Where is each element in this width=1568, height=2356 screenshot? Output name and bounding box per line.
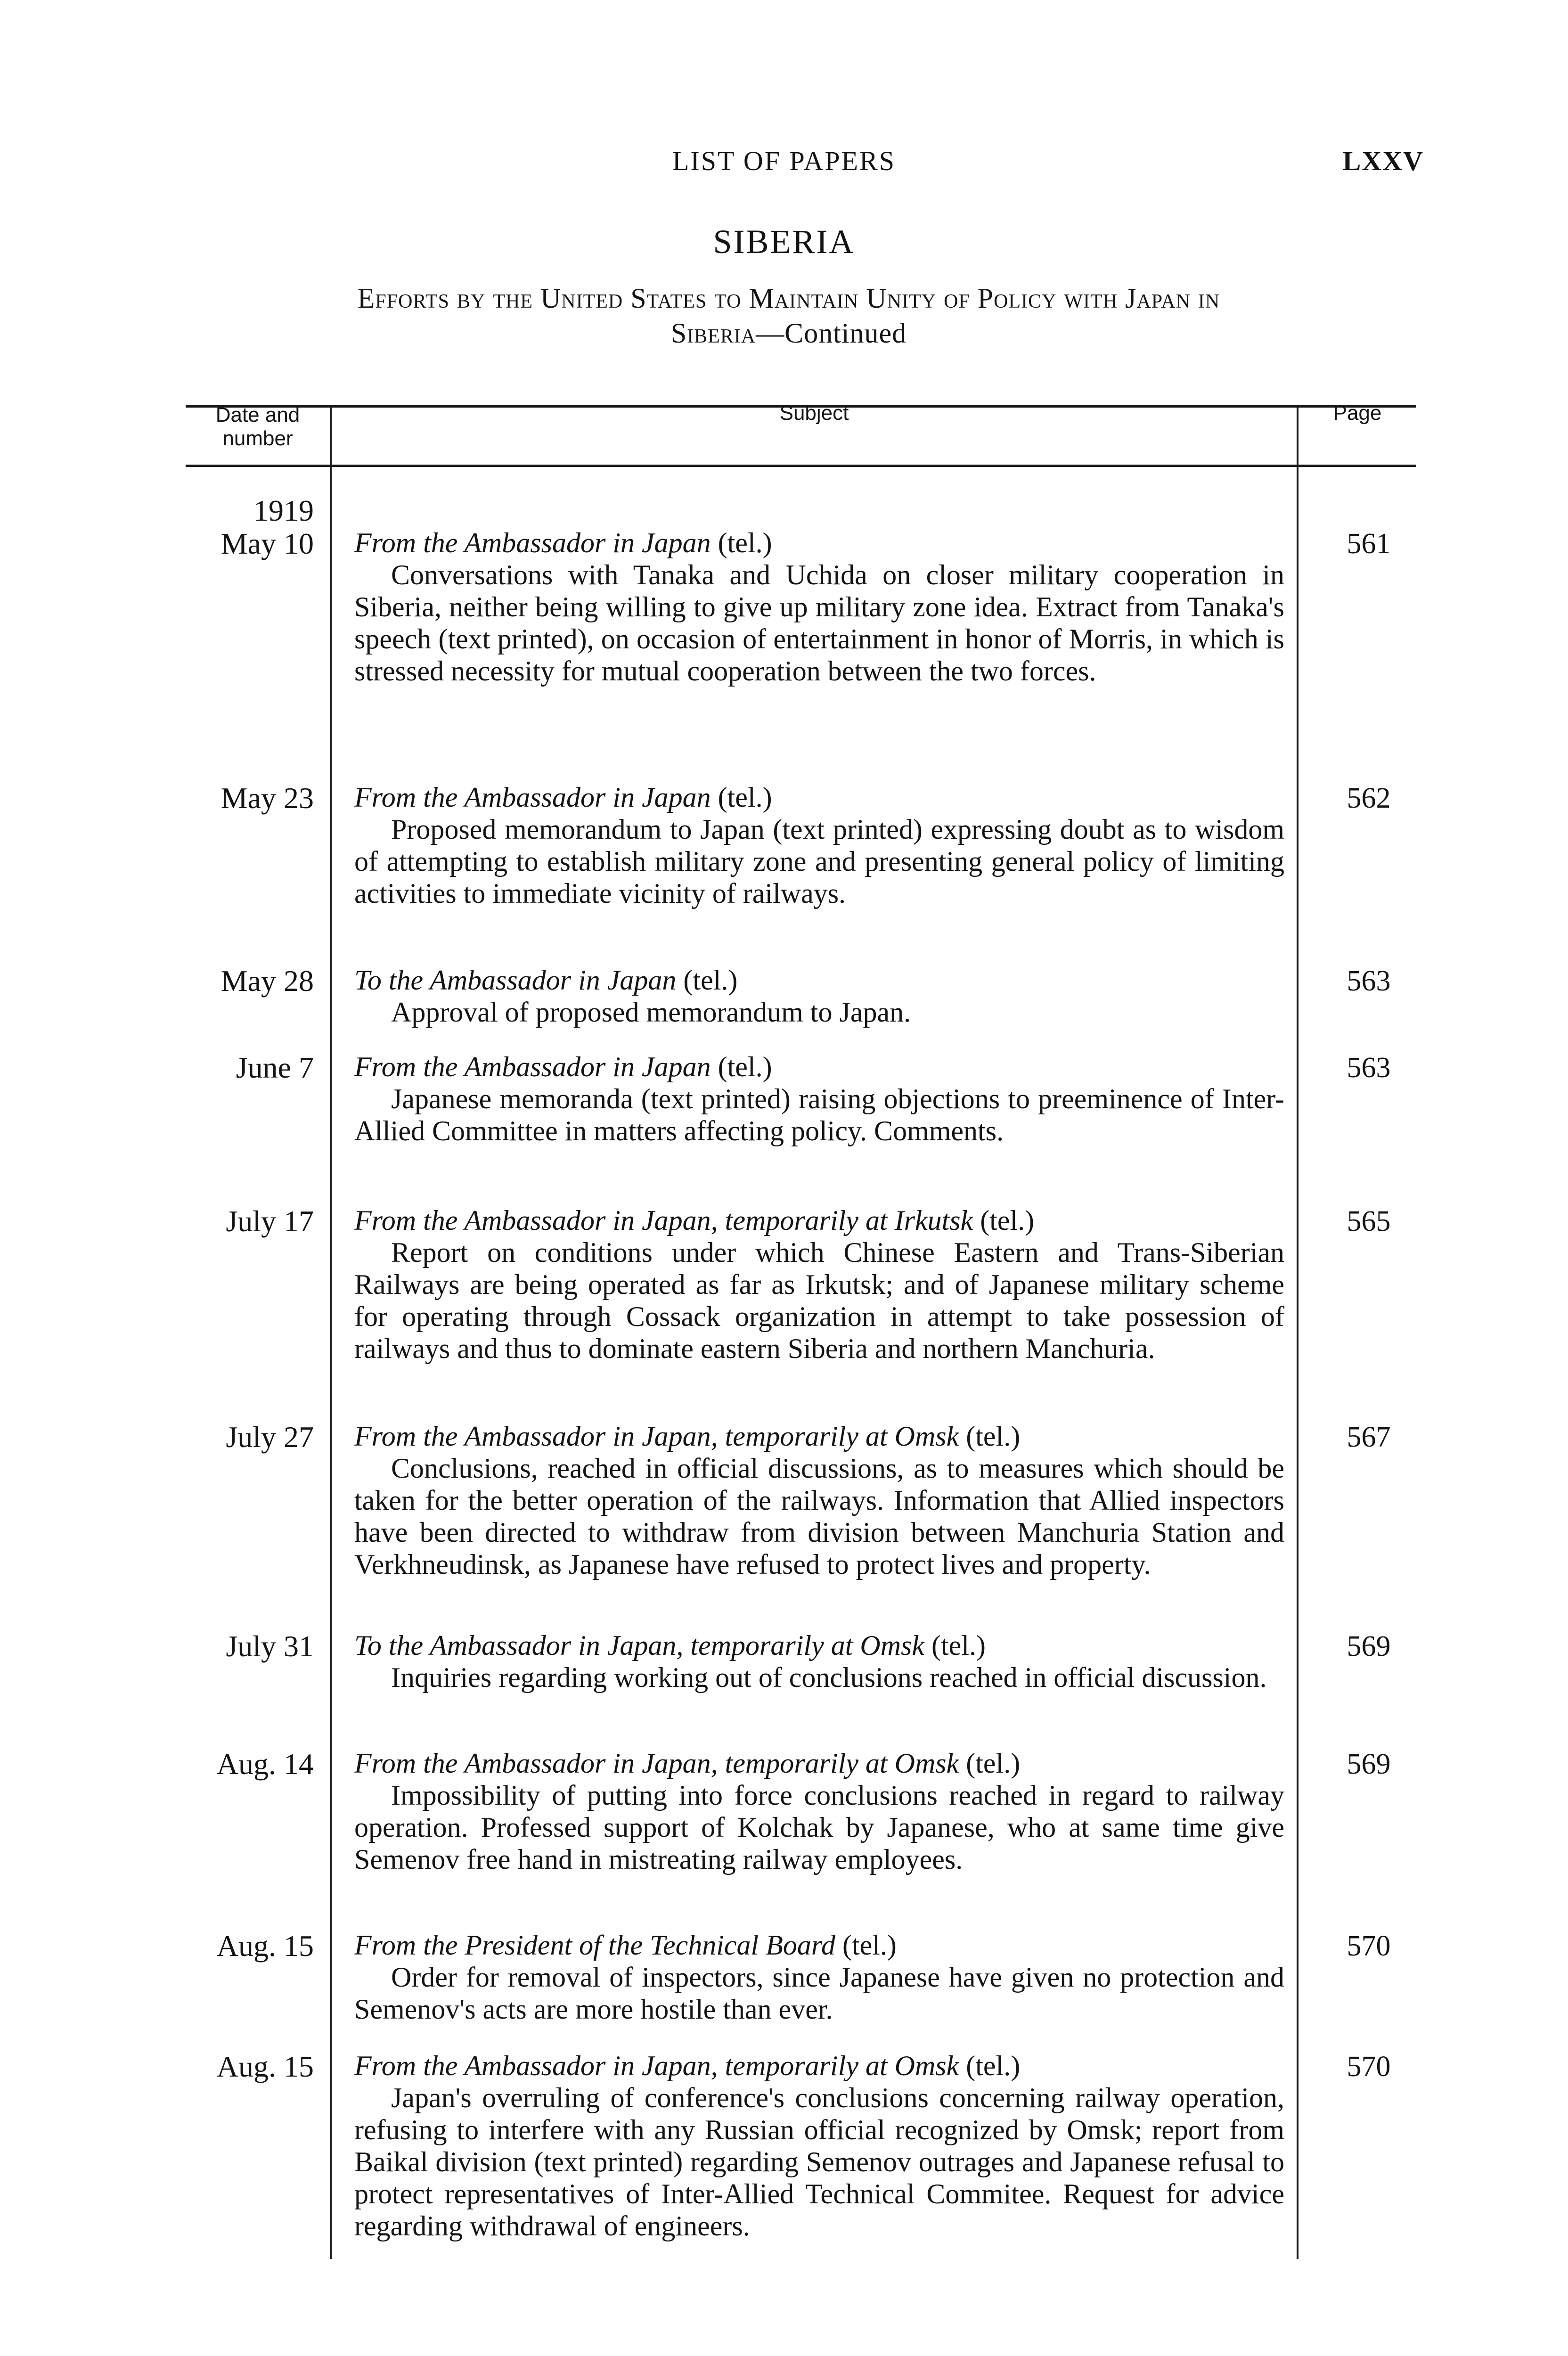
- entry-heading: From the Ambassador in Japan, temporarily at Omsk (tel.): [354, 1748, 1021, 1779]
- entry-page-number: 570: [1347, 1930, 1391, 1962]
- entry-date: July 27: [226, 1420, 314, 1454]
- entry-tel-marker: (tel.): [931, 1630, 986, 1661]
- header-bottom-rule: [186, 465, 1416, 467]
- entry-heading: From the Ambassador in Japan, temporarily at Irkutsk (tel.): [354, 1205, 1035, 1236]
- entry-subject: [354, 1629, 1284, 1693]
- entry-tel-marker: (tel.): [718, 1051, 772, 1082]
- entry-description: Conversations with Tanaka and Uchida on closer military cooperation in Siberia, neither being willing to give up military zone idea. Extract from Tanaka's speech (text printed), on occasion of entertainment in honor of Morris, in which is stressed necessity for mutual cooperation between the two forces.: [354, 559, 1284, 687]
- entry-description: Proposed memorandum to Japan (text printed) expressing doubt as to wisdom of attempting to establish military zone and presenting general policy of limiting activities to immediate vicinity of railways.: [354, 814, 1284, 909]
- entry-heading: From the Ambassador in Japan (tel.): [354, 1051, 772, 1082]
- entry-date: Aug. 15: [216, 2050, 314, 2083]
- entry-page-number: 570: [1347, 2051, 1391, 2083]
- entry-date: May 23: [220, 781, 314, 815]
- entry-tel-marker: (tel.): [966, 2050, 1021, 2081]
- page-folio: LXXV: [1342, 146, 1424, 176]
- entry-description: Order for removal of inspectors, since Japanese have given no protection and Semenov's acts are more hostile than ever.: [354, 1962, 1284, 2025]
- entry-page-number: 567: [1347, 1421, 1391, 1453]
- subtitle-line-2-smallcaps: Siberia: [670, 318, 756, 349]
- subtitle-line-2-continued: —Continued: [756, 318, 907, 349]
- entry-date: July 17: [226, 1204, 314, 1238]
- entry-page-number: 563: [1347, 1052, 1391, 1084]
- entry-subject: [354, 1747, 1284, 1875]
- entry-subject: [354, 1929, 1284, 2025]
- entry-subject: [354, 1420, 1284, 1580]
- entry-subject: [354, 781, 1284, 909]
- date-column-divider: [330, 407, 332, 2259]
- entry-date: Aug. 15: [216, 1929, 314, 1963]
- running-title: LIST OF PAPERS: [672, 146, 896, 176]
- entry-date: July 31: [226, 1629, 314, 1663]
- entry-heading: From the Ambassador in Japan (tel.): [354, 782, 772, 813]
- column-header-date-line2: number: [222, 427, 293, 450]
- entry-heading: From the Ambassador in Japan, temporarily at Omsk (tel.): [354, 2050, 1021, 2081]
- entry-subject: [354, 527, 1284, 687]
- entry-heading: To the Ambassador in Japan (tel.): [354, 965, 738, 996]
- entry-tel-marker: (tel.): [966, 1748, 1021, 1779]
- subtitle-line-1: Efforts by the United States to Maintain Unity of Policy with Japan in: [357, 283, 1220, 314]
- entry-subject: [354, 964, 1284, 1028]
- entry-tel-marker: (tel.): [683, 965, 738, 996]
- entry-page-number: 561: [1347, 528, 1391, 560]
- entry-date: Aug. 14: [216, 1747, 314, 1781]
- entry-page-number: 563: [1347, 965, 1391, 997]
- entry-subject: [354, 2050, 1284, 2242]
- section-title: SIBERIA: [713, 223, 855, 261]
- column-header-subject: Subject: [779, 401, 849, 425]
- entry-description: Impossibility of putting into force conclusions reached in regard to railway operation. Professed support of Kolchak by Japanese, who at same time give Semenov free hand in mistreating railway employees.: [354, 1780, 1284, 1875]
- entry-subject: [354, 1051, 1284, 1147]
- entry-tel-marker: (tel.): [966, 1421, 1021, 1452]
- entry-page-number: 562: [1347, 782, 1391, 814]
- entry-page-number: 565: [1347, 1205, 1391, 1237]
- entry-description: Japan's overruling of conference's conclusions concerning railway operation, refusing to interfere with any Russian official recognized by Omsk; report from Baikal division (text printed) regarding Semenov outrages and Japanese refusal to protect representatives of Inter-Allied Technical Commitee. Request for advice regarding withdrawal of engineers.: [354, 2082, 1284, 2241]
- entry-heading: To the Ambassador in Japan, temporarily at Omsk (tel.): [354, 1630, 986, 1661]
- section-subtitle: [151, 281, 1427, 351]
- entry-page-number: 569: [1347, 1630, 1391, 1662]
- page-column-divider: [1297, 407, 1298, 2259]
- entry-heading: From the Ambassador in Japan, temporarily at Omsk (tel.): [354, 1421, 1021, 1452]
- entry-tel-marker: (tel.): [842, 1930, 897, 1961]
- entry-tel-marker: (tel.): [718, 527, 772, 558]
- entry-heading: From the President of the Technical Board (tel.): [354, 1930, 897, 1961]
- entry-date: May 28: [220, 964, 314, 998]
- entry-date: May 10: [220, 527, 314, 560]
- entry-description: Report on conditions under which Chinese Eastern and Trans-Siberian Railways are being operated as far as Irkutsk; and of Japanese military scheme for operating through Cossack organization in attempt to take possession of railways and thus to dominate eastern Siberia and northern Manchuria.: [354, 1237, 1284, 1364]
- entry-description: Conclusions, reached in official discussions, as to measures which should be taken for the better operation of the railways. Information that Allied inspectors have been directed to withdraw from division between Manchuria Station and Verkhneudinsk, as Japanese have refused to protect lives and property.: [354, 1453, 1284, 1580]
- entry-date: June 7: [236, 1051, 314, 1084]
- entry-description: Inquiries regarding working out of conclusions reached in official discussion.: [391, 1662, 1267, 1693]
- entry-heading: From the Ambassador in Japan (tel.): [354, 527, 772, 558]
- entry-tel-marker: (tel.): [980, 1205, 1035, 1236]
- entry-subject: [354, 1204, 1284, 1365]
- entry-page-number: 569: [1347, 1748, 1391, 1780]
- entry-description: Approval of proposed memorandum to Japan.: [391, 997, 911, 1028]
- column-header-date-line1: Date and: [215, 403, 300, 426]
- entry-tel-marker: (tel.): [718, 782, 772, 813]
- column-header-page: Page: [1333, 401, 1382, 425]
- year-label: 1919: [253, 494, 314, 527]
- entry-description: Japanese memoranda (text printed) raising objections to preeminence of Inter-Allied Committee in matters affecting policy. Comments.: [354, 1083, 1284, 1146]
